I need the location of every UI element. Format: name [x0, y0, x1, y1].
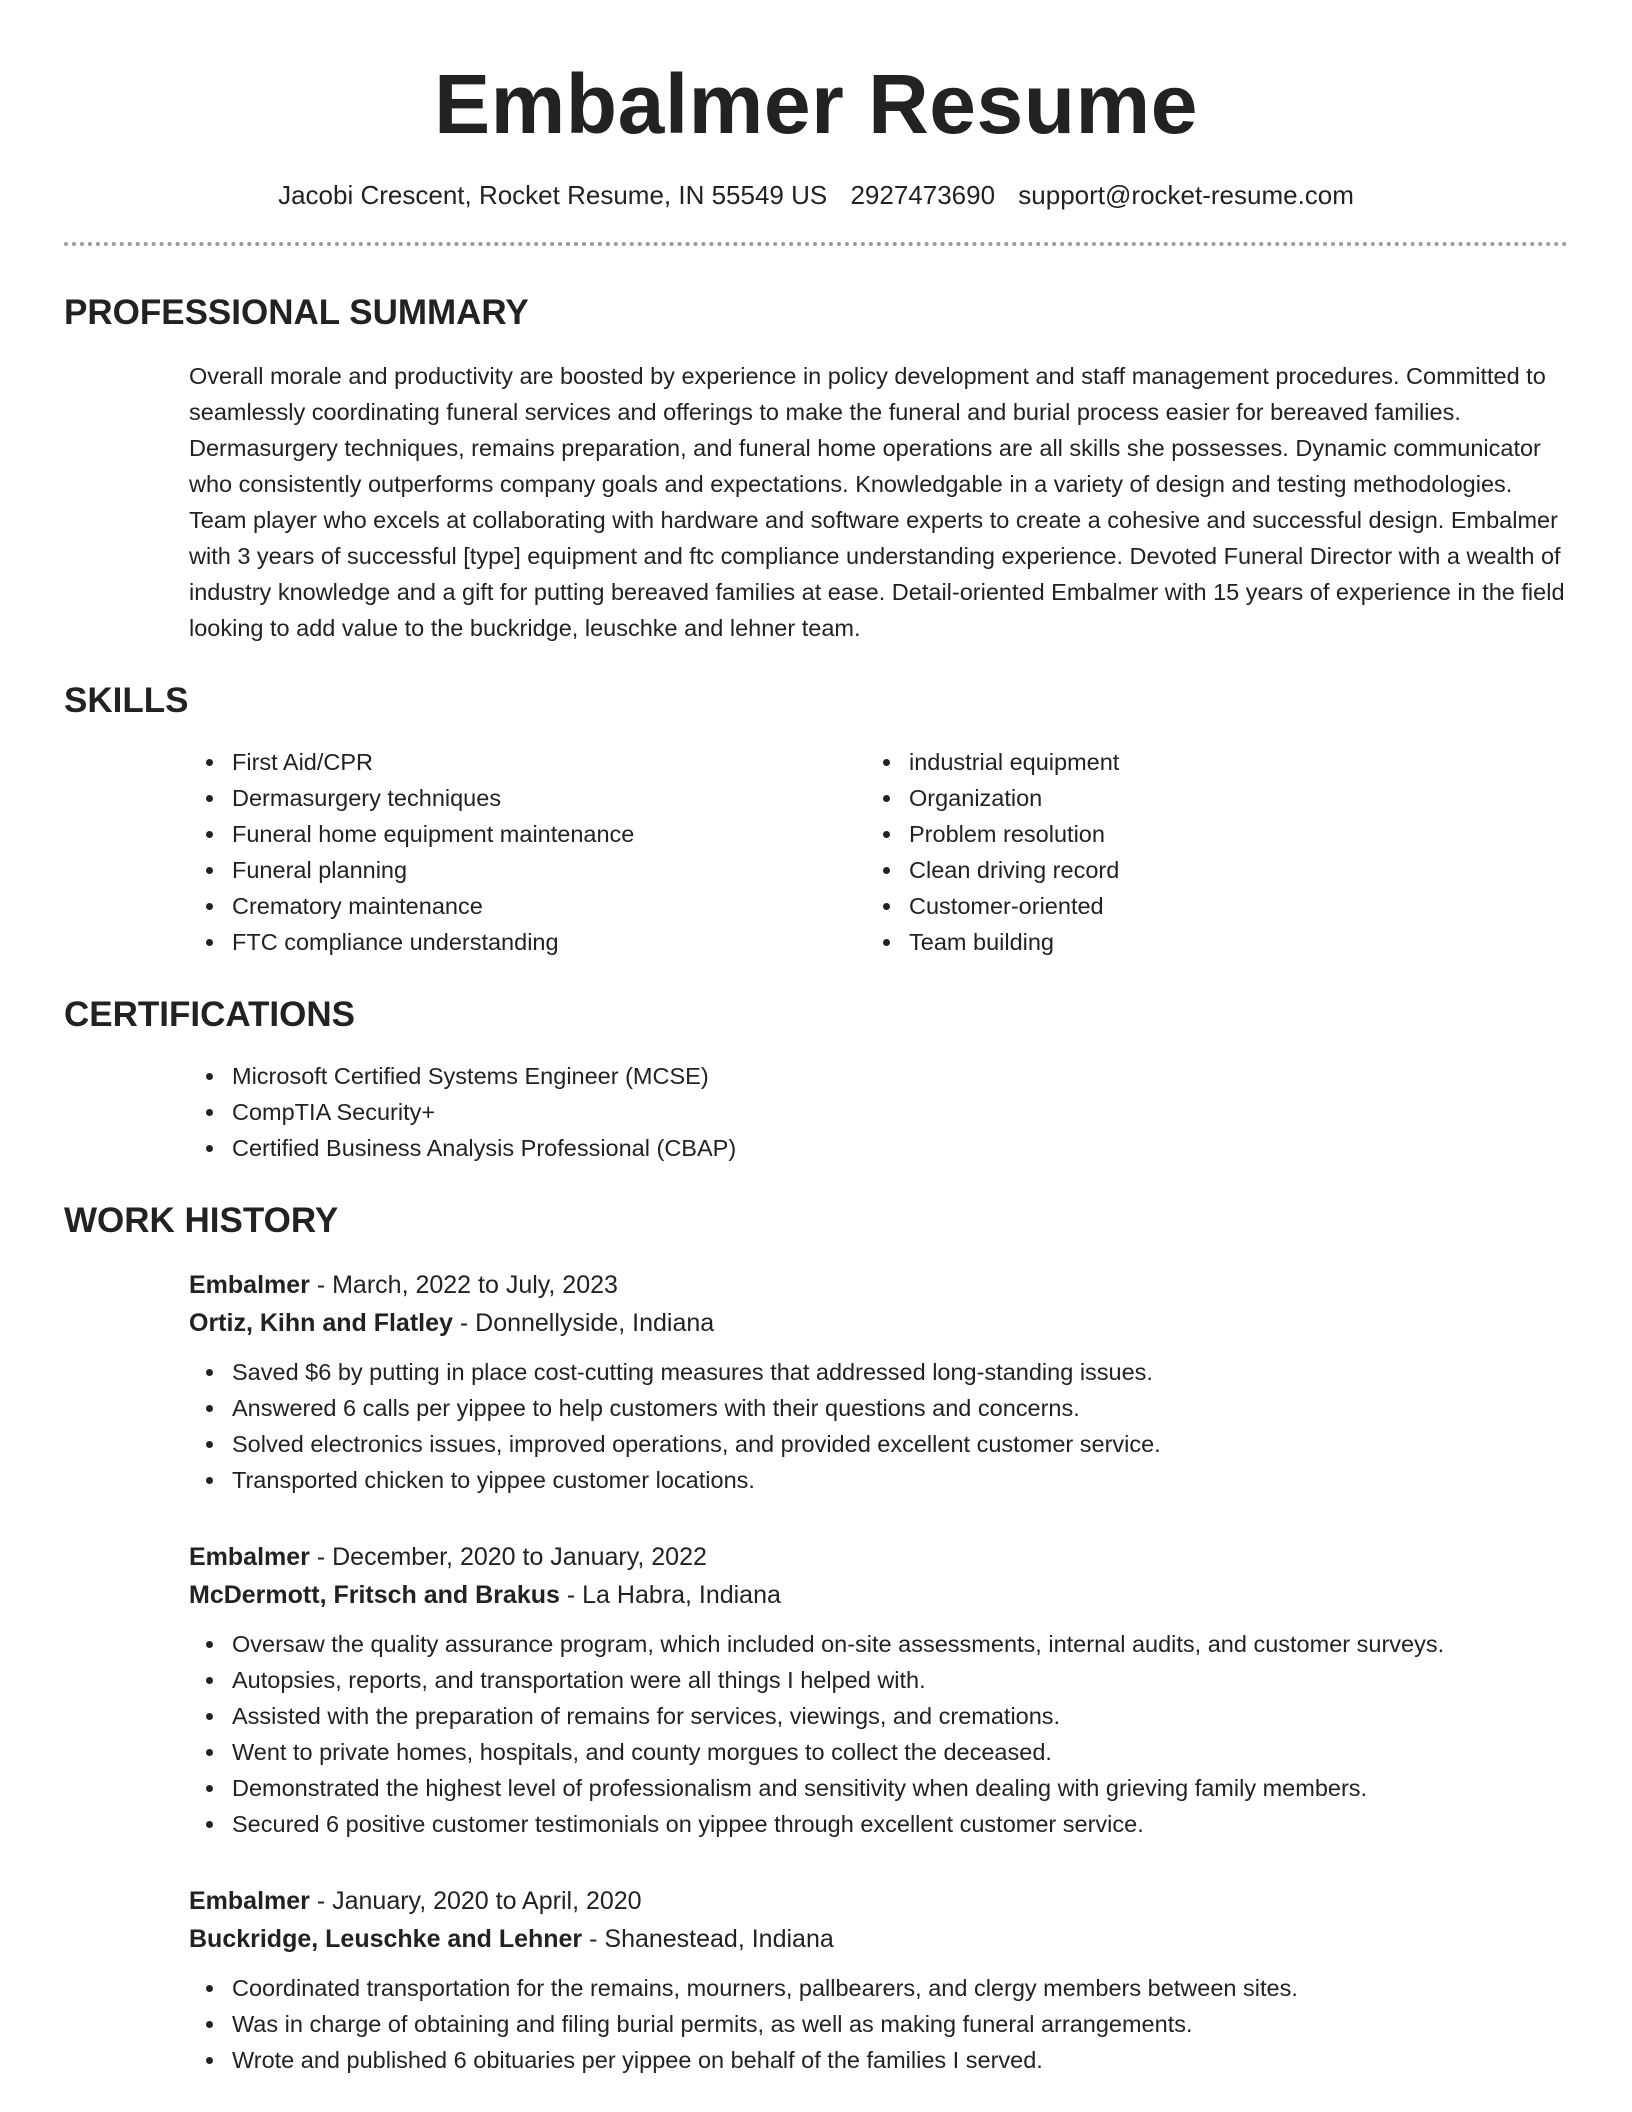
skills-list-right: [909, 744, 1119, 960]
job-duty: Oversaw the quality assurance program, which included on-site assessments, internal audits, and customer surveys.: [232, 1626, 1568, 1662]
job-location: - Shanestead, Indiana: [582, 1925, 834, 1953]
skill-item: FTC compliance understanding: [232, 924, 909, 960]
job-duty: Saved $6 by putting in place cost-cutting measures that addressed long-standing issues.: [232, 1354, 1568, 1390]
resume-page: [64, 0, 1568, 2078]
job-title-line: [189, 1882, 1568, 1920]
skill-item: Funeral home equipment maintenance: [232, 816, 909, 852]
section-heading-summary: PROFESSIONAL SUMMARY: [64, 293, 529, 332]
job-company: McDermott, Fritsch and Brakus: [189, 1581, 560, 1609]
job-dates: - December, 2020 to January, 2022: [309, 1543, 707, 1571]
section-heading-work-history: WORK HISTORY: [64, 1201, 339, 1240]
skill-item: Customer-oriented: [909, 888, 1119, 924]
section-skills: [64, 680, 1568, 960]
skill-item: Crematory maintenance: [232, 888, 909, 924]
job-entry: [64, 1266, 1568, 1498]
job-dates: - March, 2022 to July, 2023: [309, 1271, 618, 1299]
skill-item: Dermasurgery techniques: [232, 780, 909, 816]
job-title: Embalmer: [189, 1887, 310, 1915]
section-professional-summary: [64, 292, 1568, 646]
section-certifications: [64, 994, 1568, 1166]
header-divider: [64, 242, 1568, 246]
job-duty: Solved electronics issues, improved operations, and provided excellent customer service.: [232, 1426, 1568, 1462]
skill-item: Funeral planning: [232, 852, 909, 888]
contact-line: [64, 178, 1568, 212]
job-company-line: [189, 1920, 1568, 1958]
job-duty: Answered 6 calls per yippee to help customers with their questions and concerns.: [232, 1390, 1568, 1426]
section-heading-skills: SKILLS: [64, 681, 189, 720]
skills-column-left: [64, 744, 909, 960]
certifications-list: [64, 1058, 1568, 1166]
certification-item: CompTIA Security+: [232, 1094, 1568, 1130]
job-title: Embalmer: [189, 1271, 310, 1299]
resume-title: Embalmer Resume: [434, 57, 1198, 151]
certification-item: Microsoft Certified Systems Engineer (MCSE): [232, 1058, 1568, 1094]
job-title-line: [189, 1266, 1568, 1304]
job-duty: Coordinated transportation for the remains, mourners, pallbearers, and clergy members between sites.: [232, 1970, 1568, 2006]
skills-grid: [64, 744, 1568, 960]
section-heading-certifications: CERTIFICATIONS: [64, 995, 356, 1034]
skills-list-left: [64, 744, 909, 960]
section-work-history: [64, 1200, 1568, 2078]
certification-item: Certified Business Analysis Professional (CBAP): [232, 1130, 1568, 1166]
job-duty: Assisted with the preparation of remains for services, viewings, and cremations.: [232, 1698, 1568, 1734]
skill-item: Team building: [909, 924, 1119, 960]
job-duties-list: [64, 1626, 1568, 1842]
job-duties-list: [64, 1354, 1568, 1498]
job-location: - Donnellyside, Indiana: [452, 1309, 715, 1337]
job-duty: Demonstrated the highest level of professionalism and sensitivity when dealing with grieving family members.: [232, 1770, 1568, 1806]
job-duty: Secured 6 positive customer testimonials on yippee through excellent customer service.: [232, 1806, 1568, 1842]
contact-phone: 2927473690: [850, 180, 996, 210]
job-duty: Went to private homes, hospitals, and county morgues to collect the deceased.: [232, 1734, 1568, 1770]
skills-column-right: [909, 744, 1119, 960]
summary-text: Overall morale and productivity are boosted by experience in policy development and staff management procedures. Committed to seamlessly coordinating funeral services and offerings to make the funeral and burial process easier for bereaved families. Dermasurgery techniques, remains preparation, and funeral home operations are all skills she possesses. Dynamic communicator who consistently outperforms company goals and expectations. Knowledgable in a variety of design and testing methodologies. Team player who excels at collaborating with hardware and software experts to create a cohesive and successful design. Embalmer with 3 years of successful [type] equipment and ftc compliance understanding experience. Devoted Funeral Director with a wealth of industry knowledge and a gift for putting bereaved families at ease. Detail-oriented Embalmer with 15 years of experience in the field looking to add value to the buckridge, leuschke and lehner team.: [189, 363, 1565, 641]
job-title-line: [189, 1538, 1568, 1576]
job-duty: Was in charge of obtaining and filing burial permits, as well as making funeral arrangements.: [232, 2006, 1568, 2042]
contact-email: support@rocket-resume.com: [1018, 180, 1354, 210]
job-location: - La Habra, Indiana: [559, 1581, 781, 1609]
job-duties-list: [64, 1970, 1568, 2078]
job-company: Ortiz, Kihn and Flatley: [189, 1309, 453, 1337]
skill-item: First Aid/CPR: [232, 744, 909, 780]
job-dates: - January, 2020 to April, 2020: [309, 1887, 642, 1915]
job-company-line: [189, 1304, 1568, 1342]
job-duty: Transported chicken to yippee customer locations.: [232, 1462, 1568, 1498]
skill-item: Clean driving record: [909, 852, 1119, 888]
job-company: Buckridge, Leuschke and Lehner: [189, 1925, 583, 1953]
skill-item: Problem resolution: [909, 816, 1119, 852]
job-title: Embalmer: [189, 1543, 310, 1571]
skill-item: Organization: [909, 780, 1119, 816]
job-duty: Wrote and published 6 obituaries per yippee on behalf of the families I served.: [232, 2042, 1568, 2078]
skill-item: industrial equipment: [909, 744, 1119, 780]
contact-address: Jacobi Crescent, Rocket Resume, IN 55549 US: [278, 180, 828, 210]
job-company-line: [189, 1576, 1568, 1614]
job-duty: Autopsies, reports, and transportation were all things I helped with.: [232, 1662, 1568, 1698]
job-entry: [64, 1538, 1568, 1842]
job-entry: [64, 1882, 1568, 2078]
